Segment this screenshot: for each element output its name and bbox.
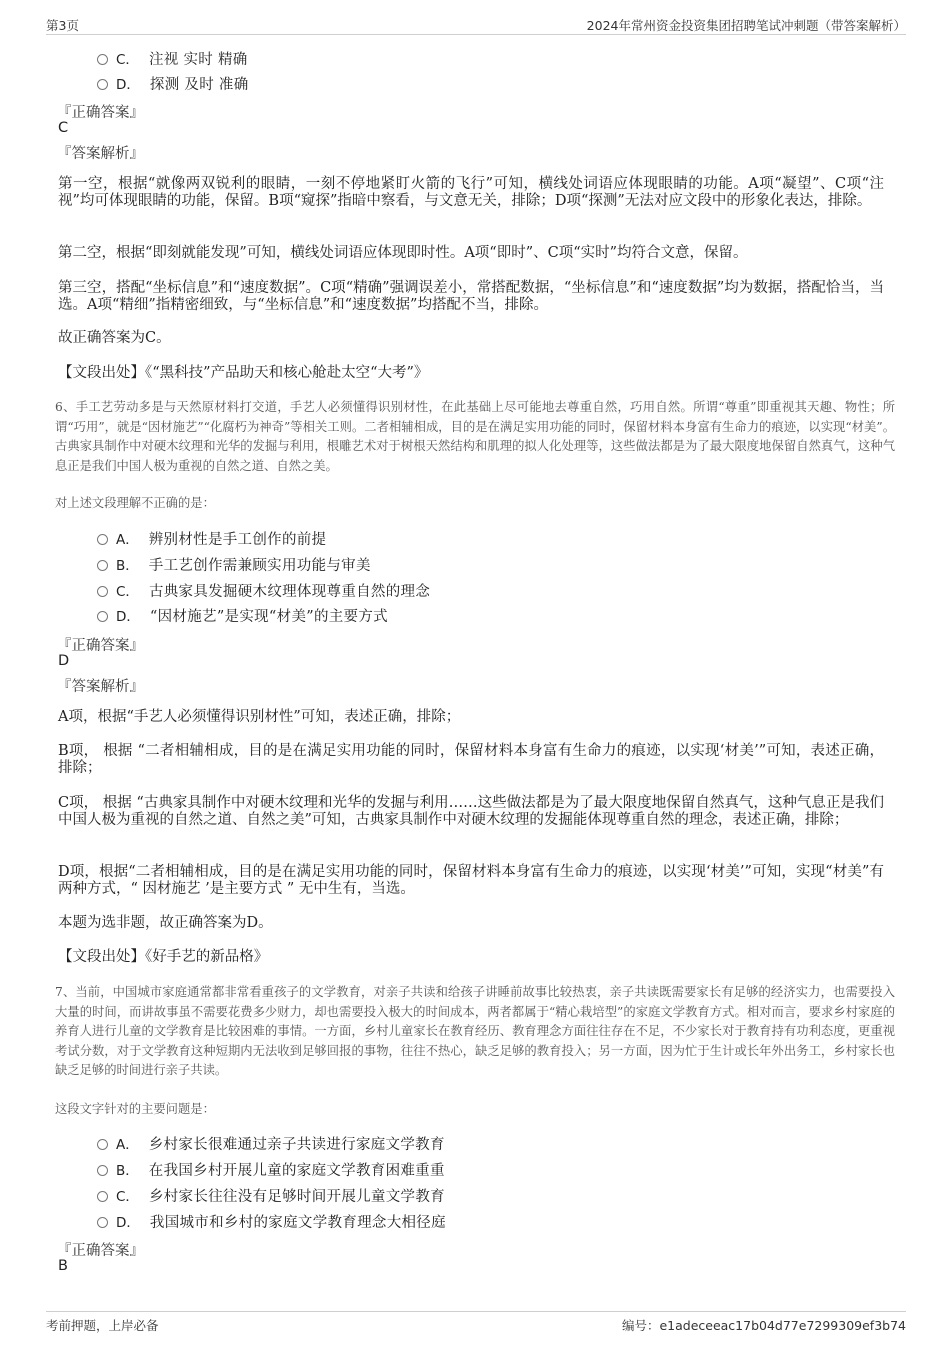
page-number: 第3页 [46, 18, 79, 33]
radio-icon[interactable] [97, 1139, 108, 1150]
q5-answer-label: 『正确答案』 [57, 105, 144, 121]
q7-answer: B [58, 1258, 68, 1274]
q6-answer: D [58, 653, 70, 669]
radio-icon[interactable] [97, 54, 108, 65]
option-letter: D． [116, 77, 140, 93]
q6-option-b[interactable] [97, 554, 371, 574]
option-text: 手工艺创作需兼顾实用功能与审美 [148, 558, 371, 574]
q5-analysis-p4: 故正确答案为C。 [58, 330, 171, 346]
q6-option-d[interactable] [97, 605, 388, 625]
option-letter: C． [116, 52, 139, 68]
q6-analysis-c: C项， 根据 “古典家具制作中对硬木纹理和光华的发掘与利用……这些做法都是为了最大限度地保留自然真气，这种气息正是我们中国人极为重视的自然之道、自然之美”可知，古典家具制作中对硬木纹理的发掘能体现尊重自然的理念，表述正确，排除； [58, 795, 884, 828]
radio-icon[interactable] [97, 560, 108, 571]
radio-icon[interactable] [97, 79, 108, 90]
radio-icon[interactable] [97, 534, 108, 545]
option-text: 乡村家长往往没有足够时间开展儿童文学教育 [148, 1189, 445, 1205]
option-text: 乡村家长很难通过亲子共读进行家庭文学教育 [148, 1137, 445, 1153]
option-text: 注视 实时 精确 [148, 52, 248, 68]
option-letter: A． [116, 1137, 139, 1153]
q6-analysis-label: 『答案解析』 [57, 679, 144, 695]
radio-icon[interactable] [97, 586, 108, 597]
option-letter: D． [116, 609, 140, 625]
radio-icon[interactable] [97, 1165, 108, 1176]
radio-icon[interactable] [97, 1191, 108, 1202]
option-text: 古典家具发掘硬木纹理体现尊重自然的理念 [148, 584, 431, 600]
q6-prompt: 对上述文段理解不正确的是： [55, 496, 215, 510]
option-letter: B． [116, 1163, 139, 1179]
q6-stem: 6、手工艺劳动多是与天然原材料打交道，手艺人必须懂得识别材性，在此基础上尽可能地去尊重自然，巧用自然。所谓“尊重”即重视其天趣、物性；所谓“巧用”，就是“因材施艺”“化腐朽为神奇”等相关工则。二者相辅相成，目的是在满足实用功能的同时，保留材料本身富有生命力的痕迹，以实现“材美”。古典家具制作中对硬木纹理和光华的发掘与利用，根雕艺术对于树根天然结构和肌理的拟人化处理等，这些做法都是为了最大限度地保留自然真气，这种气息正是我们中国人极为重视的自然之道、自然之美。 [55, 400, 895, 473]
q7-answer-label: 『正确答案』 [57, 1243, 144, 1259]
option-letter: A． [116, 532, 139, 548]
q6-option-a[interactable] [97, 528, 326, 548]
q7-option-c[interactable] [97, 1185, 445, 1205]
q7-stem: 7、当前，中国城市家庭通常都非常看重孩子的文学教育，对亲子共读和给孩子讲睡前故事比较热衷，亲子共读既需要家长有足够的经济实力，也需要投入大量的时间，而讲故事虽不需要花费多少财力，却也需要投入极大的时间成本，两者都属于“精心栽培型”的家庭文学教育方式。相对而言，要求乡村家庭的养育人进行儿童的文学教育是比较困难的事情。一方面，乡村儿童家长在教育经历、教育理念方面往往存在不足，不少家长对于教育持有功利态度，更重视考试分数，对于文学教育这种短期内无法收到足够回报的事物，往往不热心，缺乏足够的教育投入；另一方面，因为忙于生计或长年外出务工，乡村家长也缺乏足够的时间进行亲子共读。 [55, 985, 895, 1077]
q7-option-a[interactable] [97, 1133, 445, 1153]
q5-analysis-p2: 第二空，根据“即刻就能发现”可知，横线处词语应体现即时性。A项“即时”、C项“实时”均符合文意，保留。 [58, 245, 748, 261]
q6-option-c[interactable] [97, 580, 430, 600]
q5-analysis-p1: 第一空，根据“就像两双锐利的眼睛，一刻不停地紧盯火箭的飞行”可知，横线处词语应体现眼睛的功能。A项“凝望”、C项“注视”均可体现眼睛的功能，保留。B项“窥探”指暗中察看，与文意无关，排除；D项“探测”无法对应文段中的形象化表达，排除。 [58, 176, 884, 209]
q7-option-d[interactable] [97, 1211, 446, 1231]
q5-analysis-p3: 第三空，搭配“坐标信息”和“速度数据”。C项“精确”强调误差小，常搭配数据，“坐标信息”和“速度数据”均为数据，搭配恰当，当选。A项“精细”指精密细致，与“坐标信息”和“速度数据”均搭配不当，排除。 [58, 280, 884, 313]
option-text: 辨别材性是手工创作的前提 [148, 532, 327, 548]
option-letter: D． [116, 1215, 140, 1231]
option-letter: C． [116, 584, 139, 600]
document-code: 编号：e1adeceeac17b04d77e7299309ef3b74 [621, 1318, 906, 1333]
option-text: “因材施艺”是实现“材美”的主要方式 [149, 609, 388, 625]
q6-source: 【文段出处】《好手艺的新品格》 [58, 949, 269, 965]
q5-analysis-label: 『答案解析』 [57, 146, 144, 162]
q6-analysis-b: B项， 根据 “二者相辅相成，目的是在满足实用功能的同时，保留材料本身富有生命力的痕迹，以实现‘材美’”可知，表述正确，排除； [58, 743, 884, 776]
q5-answer: C [58, 120, 69, 136]
option-text: 在我国乡村开展儿童的家庭文学教育困难重重 [148, 1163, 445, 1179]
radio-icon[interactable] [97, 611, 108, 622]
option-letter: B． [116, 558, 139, 574]
radio-icon[interactable] [97, 1217, 108, 1228]
option-letter: C． [116, 1189, 139, 1205]
page-header [46, 12, 906, 35]
footer-slogan: 考前押题，上岸必备 [46, 1318, 159, 1333]
page-footer [46, 1311, 906, 1336]
option-text: 探测 及时 准确 [149, 77, 249, 93]
q5-option-d[interactable] [97, 73, 249, 93]
q5-source: 【文段出处】《“黑科技”产品助天和核心舱赴太空“大考”》 [58, 365, 429, 381]
q7-prompt: 这段文字针对的主要问题是： [55, 1102, 215, 1116]
q6-analysis-d: D项，根据“二者相辅相成，目的是在满足实用功能的同时，保留材料本身富有生命力的痕迹，以实现‘材美’”可知，实现“材美”有两种方式，“ 因材施艺 ’是主要方式 ” 无中生有，当选。 [58, 864, 884, 897]
option-text: 我国城市和乡村的家庭文学教育理念大相径庭 [149, 1215, 446, 1231]
q5-option-c[interactable] [97, 48, 248, 68]
document-title: 2024年常州资金投资集团招聘笔试冲刺题（带答案解析） [586, 18, 906, 33]
q7-option-b[interactable] [97, 1159, 445, 1179]
q6-analysis-a: A项，根据“手艺人必须懂得识别材性”可知，表述正确，排除； [58, 709, 461, 725]
q6-analysis-conclusion: 本题为选非题，故正确答案为D。 [58, 915, 273, 931]
q6-answer-label: 『正确答案』 [57, 638, 144, 654]
